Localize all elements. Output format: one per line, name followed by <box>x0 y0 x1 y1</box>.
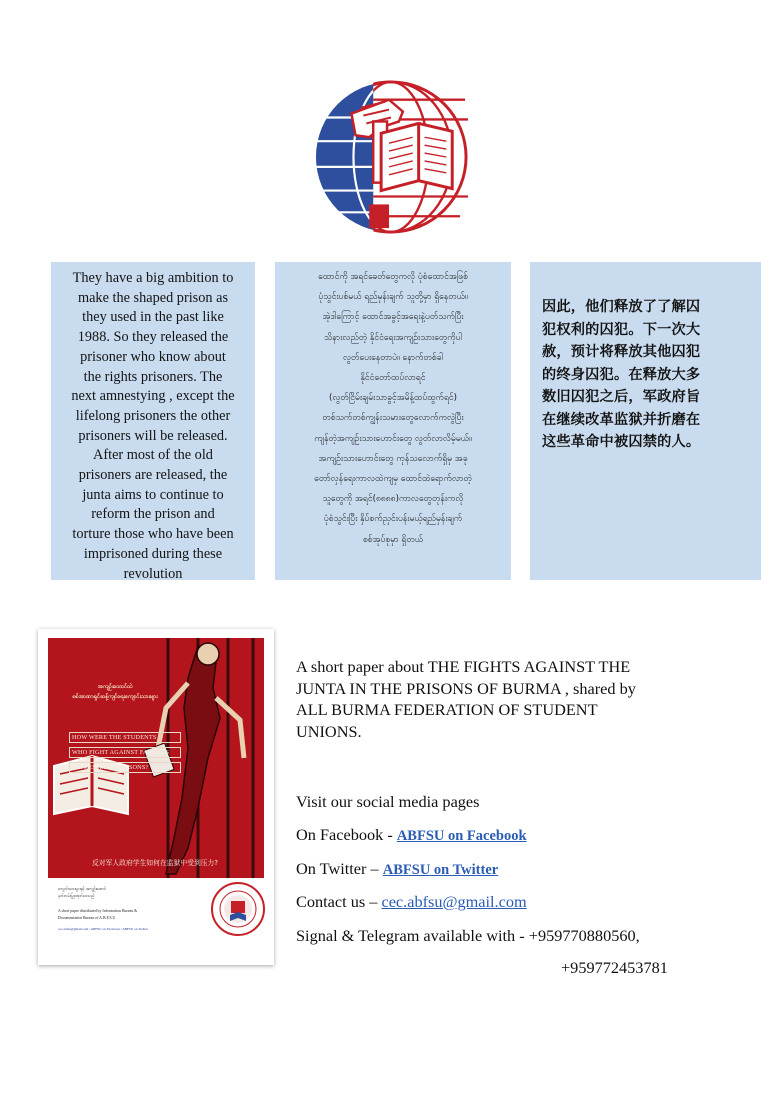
cover-heading-line: WHO FIGHT AGAINST FASCISTS <box>69 747 181 758</box>
cover-chinese-title: 反对军人政府学生如何在监狱中受到压力? <box>92 859 218 867</box>
contact-line <box>296 892 527 912</box>
cover-links: cec.abfsu@gmail.com / ABFSU on Facebook / ABFSU on Twitter <box>58 927 149 931</box>
cover-english-credit: A short paper distributed by Information Bureau & Documentation Bureau of A.B.F.S.U <box>58 909 138 920</box>
intro-paragraph: A short paper about THE FIGHTS AGAINST THE JUNTA IN THE PRISONS OF BURMA , shared by ALL BURMA FEDERATION OF STUDENT UNIONS. <box>296 657 636 741</box>
facebook-label: On Facebook - <box>296 825 397 844</box>
cover-english-heading <box>69 732 181 777</box>
second-phone-number: +959772453781 <box>561 958 668 977</box>
facebook-line <box>296 825 527 845</box>
cover-heading-line: HOW WERE THE STUDENTS <box>69 732 181 743</box>
booklet-cover-thumbnail <box>38 629 274 965</box>
twitter-label: On Twitter – <box>296 859 383 878</box>
burmese-text: ထောင်ကို အရင်ခေတ်တွေကလို ပုံစံထောင်အဖြစ် ပုံသွင်းပစ်မယ် ရည်မှန်းချက် သူတို့မှာ ရှိနေတယ်။ အဲ့ဒါကြောင့် ထောင်အခွင့်အရေးနဲ့ပတ်သက်ပြီး သိနားလည်တဲ့ နိုင်ငံရေးအကျဉ်းသားတွေကိုပါ လွတ်ပေးနေတာပဲ။ နောက်တစ်ခါ နိုင်ငံတော်ထပ်လာရင် (လွတ်ငြိမ်းချမ်းသာခွင့်အမိန့်ထပ်ထွက်ရင်) တစ်သက်တစ်ကျွန်းသမားတွေလောက်ကလွဲပြီး ကျန်တဲ့အကျဉ်းသားဟောင်းတွေ လွတ်လာလိမ့်မယ်။ အကျဉ်းသားဟောင်းတွေ ကုန်သလောက်ရှိမှ အခု တော်လှန်ရေးကာလထဲကျမှ ထောင်ထဲရောက်လာတဲ့ သူတွေကို အရင်(၈၈၈၈)ကာလတွေတုန်းကလို ပုံစံသွင်းပြီး နှိပ်စက်ညှင်းပန်းမယ့်ရည်မှန်းချက် စစ်အုပ်စုမှာ ရှိတယ် <box>314 272 472 545</box>
facebook-link[interactable]: ABFSU on Facebook <box>396 828 527 844</box>
cover-burmese-title: အကျဉ်းထောင်ထဲ စစ်အာဏာရှင်ဆန့်ကျင်ရေးကျောင်းသားများ <box>72 684 158 700</box>
abfsu-globe-logo <box>312 78 470 236</box>
twitter-line <box>296 859 498 879</box>
cover-heading-line: OPPRESSED IN PRISONS? <box>69 762 181 773</box>
abfsu-seal-icon <box>210 881 266 937</box>
contact-label: Contact us – <box>296 892 382 911</box>
cover-red-area <box>48 638 264 878</box>
contact-email-link[interactable]: cec.abfsu@gmail.com <box>381 892 527 911</box>
english-column <box>51 262 255 580</box>
english-text: They have a big ambition to make the shaped prison as they used in the past like 1988. So they released the prisoner who know about the rights prisoners. The next amnestying , except the lifelong prisoners the other prisoners will be released. After most of the old prisoners are released, the junta aims to continue to reform the prison and torture those who have been imprisoned during these revolution <box>71 270 235 580</box>
chinese-column <box>530 262 761 580</box>
visit-line: Visit our social media pages <box>296 792 480 811</box>
twitter-link[interactable]: ABFSU on Twitter <box>382 862 499 878</box>
signal-telegram-line: Signal & Telegram available with - +959770880560, <box>296 926 640 945</box>
burmese-column <box>275 262 511 580</box>
cover-burmese-credit: ကျောင်းသားများနှင့် အကျဉ်းထောင် မှတ်တမ်းပြုစုထုတ်ဝေသည် <box>58 886 107 898</box>
chinese-text: 因此，他们释放了了解囚 犯权利的囚犯。下一次大 赦，预计将释放其他囚犯 的终身囚犯。在释放大多 数旧囚犯之后，军政府旨 在继续改革监狱并折磨在 这些革命中被囚禁的人。 <box>542 299 701 450</box>
